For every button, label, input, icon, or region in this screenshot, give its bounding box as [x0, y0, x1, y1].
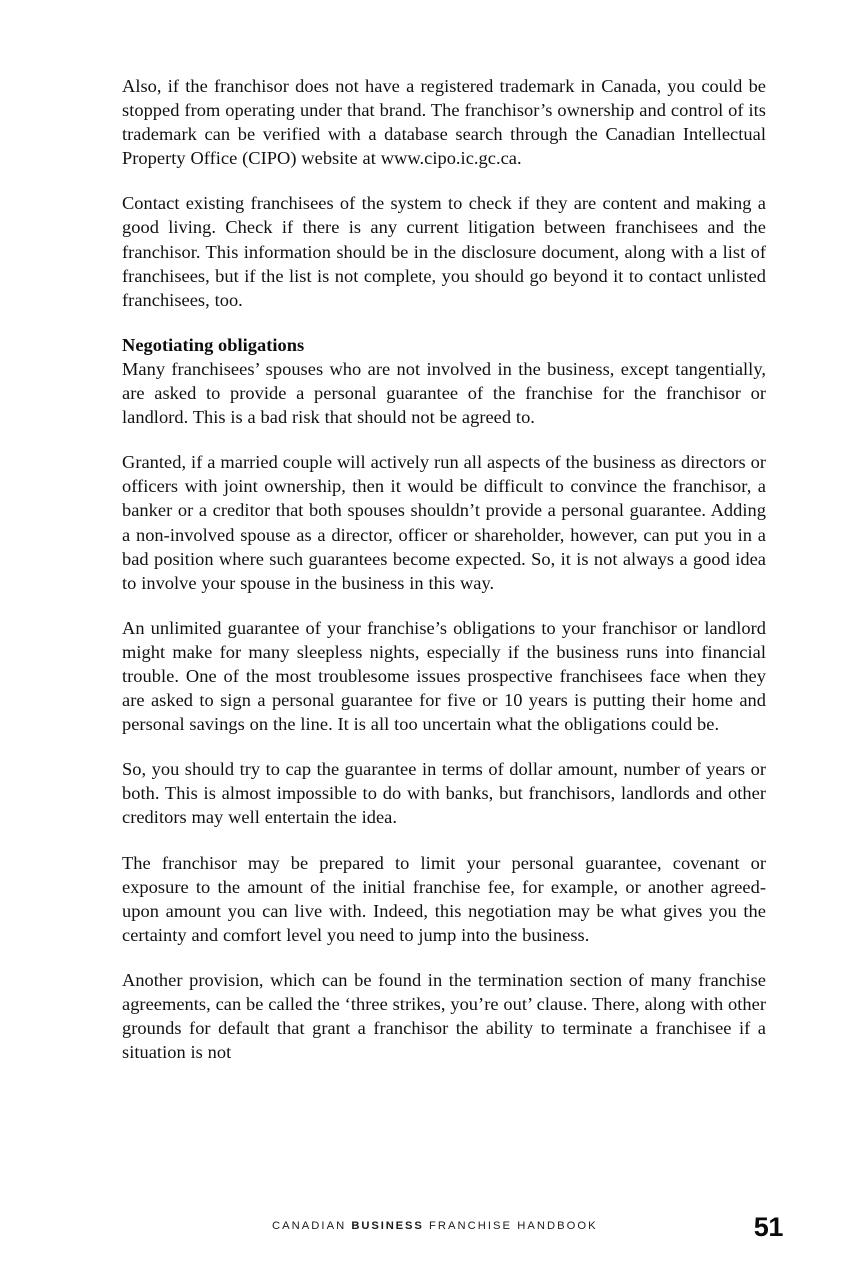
section-heading-negotiating-obligations: Negotiating obligations — [122, 334, 305, 355]
page-body-content — [122, 74, 766, 1085]
footer-title-part-one: CANADIAN — [272, 1220, 352, 1232]
paragraph-trademark-registration: Also, if the franchisor does not have a registered trademark in Canada, you could be stopped from operating under that brand. The franchisor’s ownership and control of its trademark can be verified with a database search through the Canadian Intellectual Property Office (CIPO) website at www.cipo.ic.gc.ca. — [122, 76, 766, 169]
paragraph-limit-personal-guarantee: The franchisor may be prepared to limit your personal guarantee, covenant or exposure to the amount of the initial franchise fee, for example, or another agreed-upon amount you can live with. Indeed, this negotiation may be what gives you the certainty and comfort level you need to jump into the business. — [122, 852, 766, 945]
paragraph-spousal-guarantee: Many franchisees’ spouses who are not involved in the business, except tangentially, are asked to provide a personal guarantee of the franchise for the franchisor or landlord. This is a bad risk that should not be agreed to. — [122, 358, 766, 428]
page-footer — [122, 1212, 783, 1252]
paragraph-three-strikes-clause: Another provision, which can be found in the termination section of many franchise agreements, can be called the ‘three strikes, you’re out’ clause. There, along with other grounds for default that grant a franchisor the ability to terminate a franchisee if a situation is not — [122, 969, 766, 1063]
page-number: 51 — [753, 1212, 783, 1242]
footer-title-bold-word: BUSINESS — [351, 1220, 424, 1232]
paragraph-contact-existing-franchisees: Contact existing franchisees of the system to check if they are content and making a good living. Check if there is any current litigation between franchisees and the franchisor. This information should be in the disclosure document, along with a list of franchisees, but if the list is not complete, you should go beyond it to contact unlisted franchisees, too. — [122, 193, 766, 310]
section-negotiating-obligations — [122, 333, 766, 429]
footer-publication-title — [272, 1220, 598, 1232]
paragraph-cap-the-guarantee: So, you should try to cap the guarantee in terms of dollar amount, number of years or both. This is almost impossible to do with banks, but franchisors, landlords and other creditors may well entertain the idea. — [122, 759, 766, 828]
paragraph-unlimited-guarantee: An unlimited guarantee of your franchise’s obligations to your franchisor or landlord might make for many sleepless nights, especially if the business runs into financial trouble. One of the most troublesome issues prospective franchisees face when they are asked to sign a personal guarantee for five or 10 years is putting their home and personal savings on the line. It is all too uncertain what the obligations could be. — [122, 617, 766, 735]
footer-title-part-two: FRANCHISE HANDBOOK — [423, 1220, 598, 1232]
paragraph-married-couple-directors: Granted, if a married couple will actively run all aspects of the business as directors or officers with joint ownership, then it would be difficult to convince the franchisor, a banker or a creditor that both spouses shouldn’t provide a personal guarantee. Adding a non-involved spouse as a director, officer or shareholder, however, can put you in a bad position where such guarantees become expected. So, it is not always a good idea to involve your spouse in the business in this way. — [122, 452, 766, 593]
